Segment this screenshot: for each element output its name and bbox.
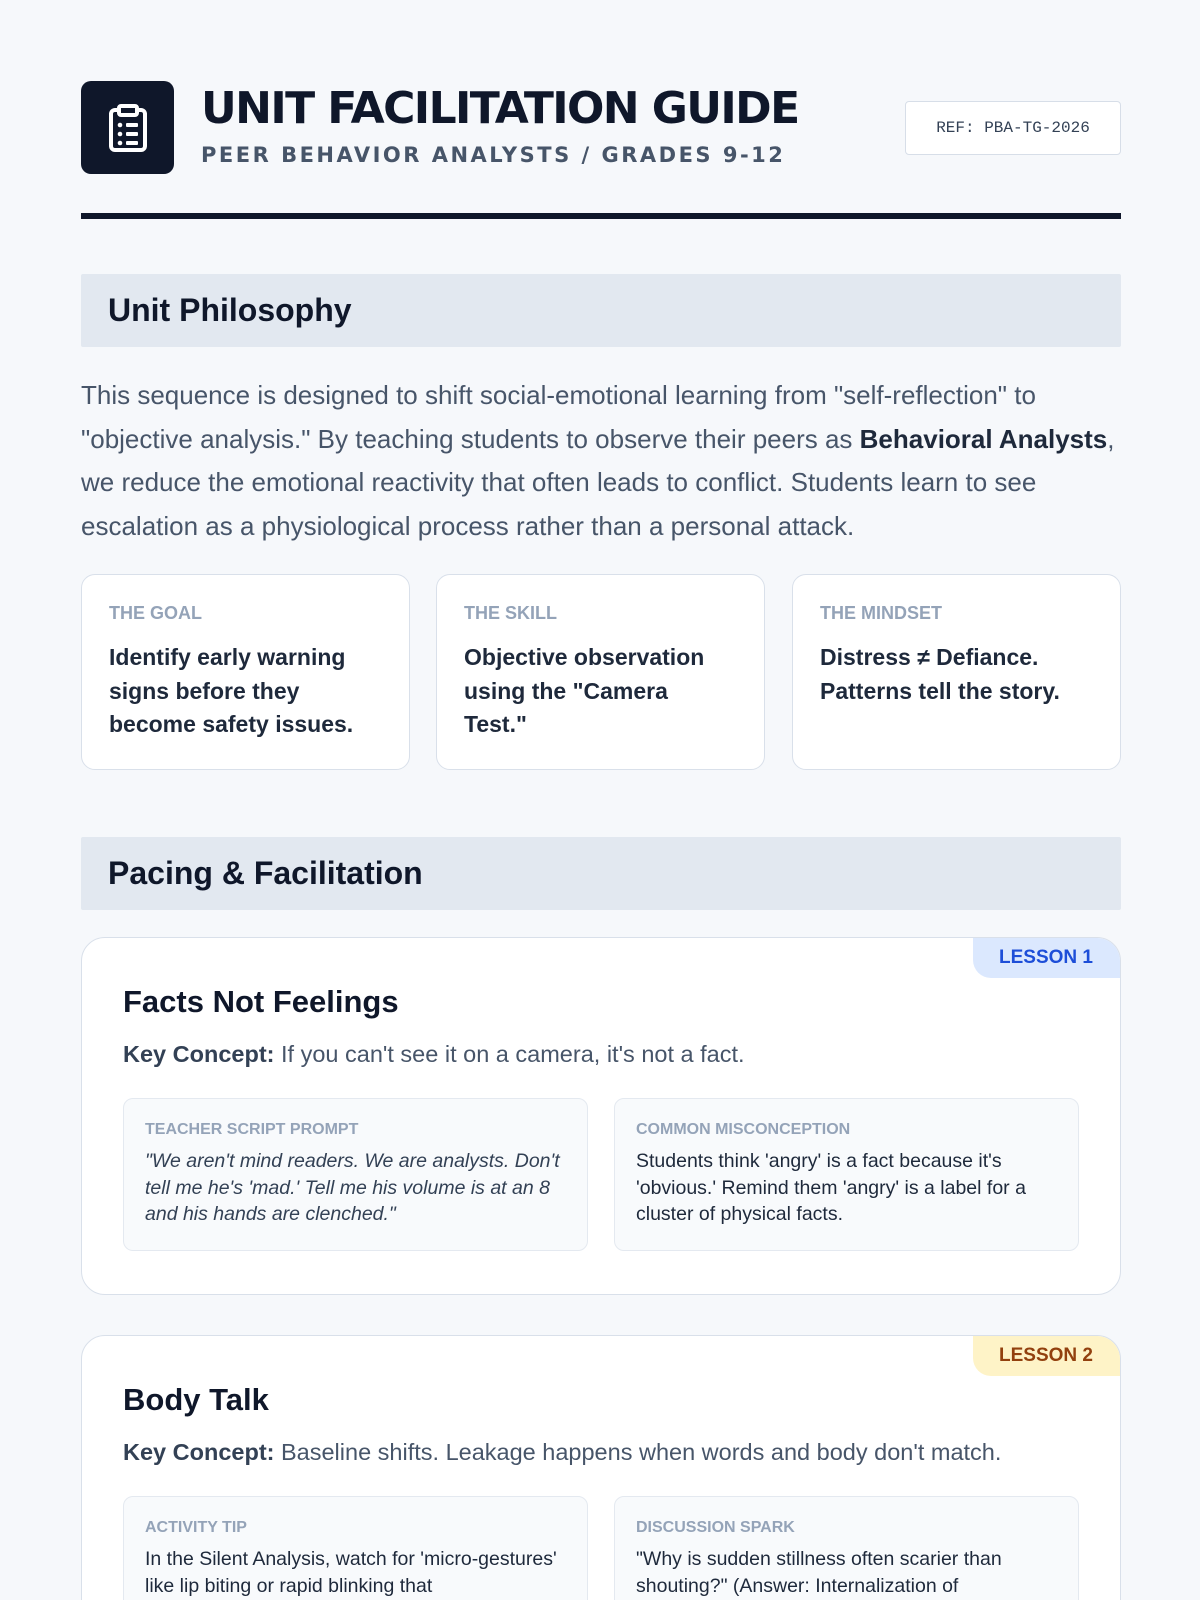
- section-heading-unit-philosophy: Unit Philosophy: [81, 274, 1121, 347]
- section-heading-pacing: Pacing & Facilitation: [81, 837, 1121, 910]
- skill-card: [436, 574, 765, 770]
- key-concept: [123, 1439, 1001, 1466]
- philosophy-text-start: This sequence is designed to shift social-emotional learning from "self-reflection" to "objective analysis." By teaching students to observe their peers as: [81, 380, 1036, 454]
- note-label: ACTIVITY TIP: [145, 1519, 247, 1536]
- key-concept-label: Key Concept:: [123, 1439, 275, 1465]
- lesson-card-2: [81, 1335, 1121, 1600]
- philosophy-text-emphasis: Behavioral Analysts: [859, 423, 1108, 454]
- card-label: THE MINDSET: [820, 603, 943, 623]
- clipboard-icon: [106, 104, 150, 152]
- goal-card: [81, 574, 410, 770]
- page-header: [81, 81, 1121, 174]
- philosophy-text-end: , we reduce the emotional reactivity that often leads to conflict. Students learn to see escalation as a physiological process rather than a personal attack.: [81, 423, 1115, 541]
- discussion-spark-note: [614, 1496, 1079, 1600]
- note-text: "We aren't mind readers. We are analysts. Don't tell me he's 'mad.' Tell me his volume is at an 8 and his hands are clenched.": [145, 1150, 560, 1225]
- card-text: Objective observation using the "Camera Test.": [464, 644, 705, 737]
- card-label: THE SKILL: [464, 603, 557, 623]
- philosophy-paragraph: [81, 374, 1121, 548]
- key-concept-text: If you can't see it on a camera, it's not a fact.: [274, 1041, 745, 1067]
- activity-tip-note: [123, 1496, 588, 1600]
- lesson-title: Body Talk: [123, 1382, 269, 1417]
- card-text: Identify early warning signs before they become safety issues.: [109, 644, 354, 737]
- reference-code-badge: REF: PBA-TG-2026: [905, 101, 1121, 155]
- note-label: DISCUSSION SPARK: [636, 1519, 795, 1536]
- teacher-script-note: [123, 1098, 588, 1251]
- note-text: "Why is sudden stillness often scarier than shouting?" (Answer: Internalization of: [636, 1548, 1002, 1597]
- logo: [81, 81, 174, 174]
- page-title: UNIT FACILITATION GUIDE: [201, 83, 799, 134]
- note-text: Students think 'angry' is a fact because it's 'obvious.' Remind them 'angry' is a label for a cluster of physical facts.: [636, 1150, 1026, 1225]
- lesson-title: Facts Not Feelings: [123, 984, 399, 1019]
- card-text: Distress ≠ Defiance. Patterns tell the story.: [820, 644, 1060, 704]
- lesson-badge: LESSON 1: [973, 938, 1120, 978]
- key-concept-text: Baseline shifts. Leakage happens when words and body don't match.: [274, 1439, 1002, 1465]
- note-label: COMMON MISCONCEPTION: [636, 1121, 851, 1138]
- philosophy-cards: [81, 574, 1121, 770]
- key-concept: [123, 1041, 745, 1068]
- page-subtitle: PEER BEHAVIOR ANALYSTS / GRADES 9-12: [201, 143, 786, 167]
- lesson-card-1: [81, 937, 1121, 1295]
- note-label: TEACHER SCRIPT PROMPT: [145, 1121, 359, 1138]
- mindset-card: [792, 574, 1121, 770]
- card-label: THE GOAL: [109, 603, 202, 623]
- lesson-badge: LESSON 2: [973, 1336, 1120, 1376]
- note-text: In the Silent Analysis, watch for 'micro-gestures' like lip biting or rapid blinking that: [145, 1548, 557, 1597]
- header-divider: [81, 213, 1121, 219]
- misconception-note: [614, 1098, 1079, 1251]
- key-concept-label: Key Concept:: [123, 1041, 275, 1067]
